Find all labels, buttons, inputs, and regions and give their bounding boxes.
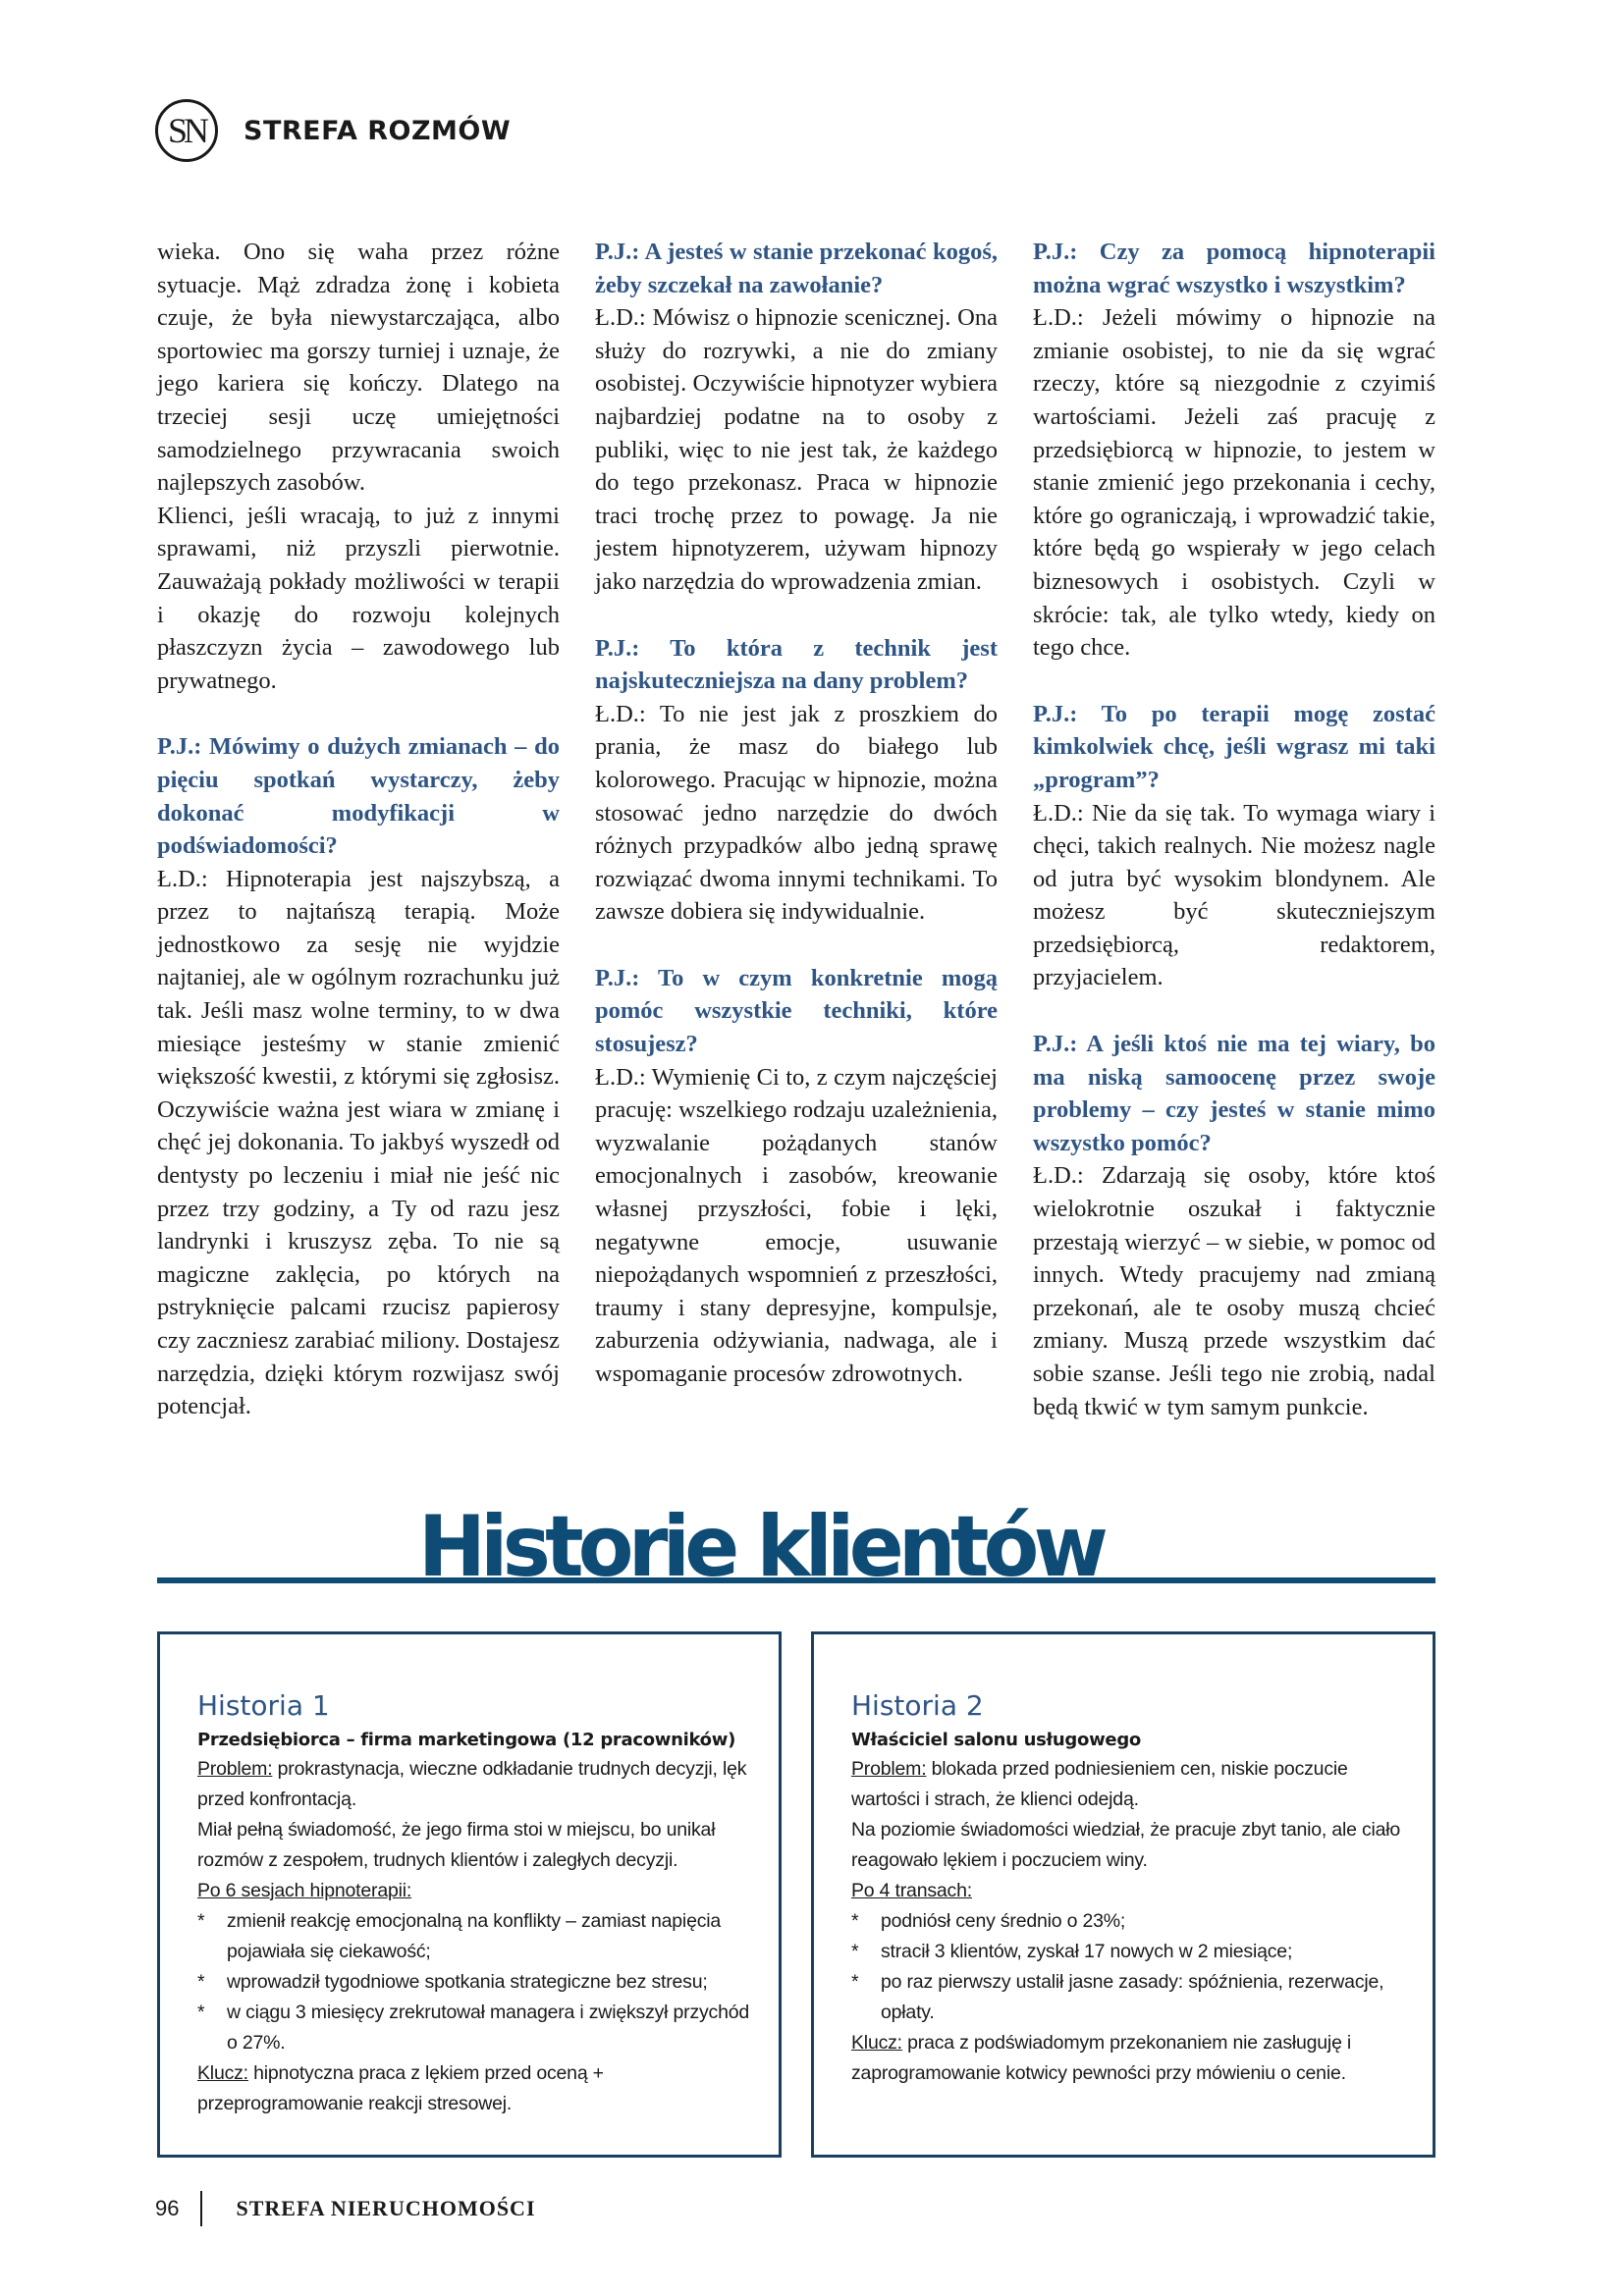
column-2 xyxy=(595,236,998,1457)
key-label: Klucz: xyxy=(851,2032,902,2054)
bullet-star-icon: * xyxy=(197,2002,205,2023)
problem-label: Problem: xyxy=(851,1758,927,1780)
qa-block xyxy=(157,730,560,1422)
answer: Ł.D.: Zdarzają się osoby, które ktoś wielokrotnie oszukał i faktycznie przestają wierzyć – w siebie, w pomoc od innych. Wtedy pracujemy nad zmianą przekonań, ale te osoby muszą chcieć zmiany. Muszą przede wszystkim dać sobie szanse. Jeśli tego nie zrobią, nadal będą tkwić w tym samym punkcie. xyxy=(1033,1162,1435,1420)
story-context: Na poziomie świadomości wiedział, że pracuje zbyt tanio, ale ciało reagowało lękiem i poczuciem winy. xyxy=(851,1819,1401,1871)
story-box-2 xyxy=(811,1631,1435,2158)
section-title: STREFA ROZMÓW xyxy=(244,115,512,146)
qa-block xyxy=(1033,236,1435,665)
qa-block xyxy=(595,632,998,929)
qa-block xyxy=(595,236,998,599)
bullet-star-icon: * xyxy=(197,1910,205,1932)
page-footer xyxy=(155,2189,536,2228)
stories-heading-text: Historie klientów xyxy=(417,1498,1104,1596)
problem-text: prokrastynacja, wieczne odkładanie trudnych decyzji, lęk przed konfrontacją. xyxy=(197,1758,747,1810)
key-text: praca z podświadomym przekonaniem nie zasługuję i zaprogramowanie kotwicy pewności przy mówieniu o cenie. xyxy=(851,2032,1352,2084)
result-item xyxy=(197,1998,753,2058)
results-label: Po 6 sesjach hipnoterapii: xyxy=(197,1880,412,1901)
question: P.J.: To w czym konkretnie mogą pomóc wszystkie techniki, które stosujesz? xyxy=(595,964,998,1058)
answer: Ł.D.: Jeżeli mówimy o hipnozie na zmianie osobistej, to nie da się wgrać rzeczy, które są niezgodnie z czyimiś wartościami. Jeżeli zaś pracuję z przedsiębiorcą w hipnozie, to jestem w stanie zmienić jego przekonania i cechy, które go ograniczają, i wprowadzić takie, które będą go wspierały w jego celach biznesowych i osobistych. Czyli w skrócie: tak, ale tylko wtedy, kiedy on tego chce. xyxy=(1033,304,1435,662)
key-label: Klucz: xyxy=(197,2062,248,2084)
bullet-star-icon: * xyxy=(851,1910,859,1932)
story-problem xyxy=(197,1754,753,1815)
result-text: zmienił reakcję emocjonalną na konflikty – zamiast napięcia pojawiała się ciekawość; xyxy=(227,1910,722,1962)
answer: Ł.D.: Hipnoterapia jest najszybszą, a przez to najtańszą terapią. Może jednostkowo za sesję nie wyjdzie najtaniej, ale w ogólnym rozrachunku już tak. Jeśli masz wolne terminy, to w dwa miesiące jesteśmy w stanie zmienić większość kwestii, z którymi się zgłosisz. Oczywiście ważna jest wiara w zmianę i chęć jej dokonania. To jakbyś wyszedł od dentysty po leczeniu i miał nie jeść nic przez trzy godziny, a Ty od razu jesz landrynki i kruszysz zęba. To nie są magiczne zaklęcia, po których na pstryknięcie palcami rzucisz papierosy czy zaczniesz zarabiać miliony. Dostajesz narzędzia, dzięki którym rozwijasz swój potencjał. xyxy=(157,865,560,1420)
column-3 xyxy=(1033,236,1435,1457)
results-list xyxy=(197,1906,753,2058)
question: P.J.: Mówimy o dużych zmianach – do pięciu spotkań wystarczy, żeby dokonać modyfikacji w podświadomości? xyxy=(157,733,560,860)
bullet-star-icon: * xyxy=(851,1941,859,1962)
story-subtitle: Właściciel salonu usługowego xyxy=(851,1730,1141,1750)
story-key xyxy=(197,2058,753,2119)
stories-heading xyxy=(157,1498,1435,1596)
page-number: 96 xyxy=(155,2196,180,2220)
story-subtitle: Przedsiębiorca – firma marketingowa (12 pracowników) xyxy=(197,1730,735,1750)
story-problem xyxy=(851,1754,1407,1815)
result-text: wprowadził tygodniowe spotkania strategiczne bez stresu; xyxy=(227,1971,708,1993)
interview-columns xyxy=(157,236,1435,1457)
result-item xyxy=(851,1906,1407,1937)
qa-block xyxy=(595,962,998,1391)
qa-block xyxy=(1033,1028,1435,1423)
result-item xyxy=(851,1967,1407,2028)
column-1 xyxy=(157,236,560,1457)
paragraph xyxy=(157,236,560,697)
bullet-star-icon: * xyxy=(851,1971,859,1993)
magazine-name: STREFA NIERUCHOMOŚCI xyxy=(236,2196,536,2220)
answer: Ł.D.: To nie jest jak z proszkiem do prania, że masz do białego lub kolorowego. Pracując w hipnozie, można stosować jedno narzędzie do dwóch różnych przypadków albo jedną sprawę rozwiązać dwoma innymi technikami. To zawsze dobiera się indywidualnie. xyxy=(595,700,998,926)
sn-logo-icon xyxy=(155,99,218,162)
result-item xyxy=(197,1906,753,1967)
page-header xyxy=(155,96,511,165)
result-text: po raz pierwszy ustalił jasne zasady: spóźnienia, rezerwacje, opłaty. xyxy=(881,1971,1384,2023)
paragraph-text: Klienci, jeśli wracają, to już z innymi sprawami, niż przyszli pierwotnie. Zauważają pokłady możliwości w terapii i okazję do rozwoju kolejnych płaszczyzn życia – zawodowego lub prywatnego. xyxy=(157,502,560,694)
question: P.J.: Czy za pomocą hipnoterapii można wgrać wszystko i wszystkim? xyxy=(1033,239,1435,298)
result-text: podniósł ceny średnio o 23%; xyxy=(881,1910,1126,1932)
result-item xyxy=(197,1967,753,1998)
result-text: w ciągu 3 miesięcy zrekrutował managera i zwiększył przychód o 27%. xyxy=(227,2002,750,2054)
story-context: Miał pełną świadomość, że jego firma stoi w miejscu, bo unikał rozmów z zespołem, trudnych klientów i zaległych decyzji. xyxy=(197,1819,716,1871)
question: P.J.: To która z technik jest najskuteczniejsza na dany problem? xyxy=(595,634,998,695)
key-text: hipnotyczna praca z lękiem przed oceną + przeprogramowanie reakcji stresowej. xyxy=(197,2062,604,2114)
question: P.J.: To po terapii mogę zostać kimkolwiek chcę, jeśli wgrasz mi taki „program”? xyxy=(1033,700,1435,793)
logo-text: SN xyxy=(167,111,206,150)
problem-label: Problem: xyxy=(197,1758,273,1780)
answer: Ł.D.: Wymienię Ci to, z czym najczęściej pracuję: wszelkiego rodzaju uzależnienia, wyzwalanie pożądanych stanów emocjonalnych i zasobów, kreowanie własnej przyszłości, fobie i lęki, negatywne emocje, usuwanie niepożądanych wspomnień z przeszłości, traumy i stany depresyjne, kompulsje, zaburzenia odżywiania, nadwaga, ale i wspomaganie procesów zdrowotnych. xyxy=(595,1063,998,1387)
result-text: stracił 3 klientów, zyskał 17 nowych w 2 miesiące; xyxy=(881,1941,1293,1962)
paragraph-text: wieka. Ono się waha przez różne sytuacje. Mąż zdradza żonę i kobieta czuje, że była niewystarczająca, albo sportowiec ma gorszy turniej i uznaje, że jego kariera się kończy. Dlatego na trzeciej sesji uczę umiejętności samodzielnego przywracania swoich najlepszych zasobów. xyxy=(157,239,560,497)
results-label: Po 4 transach: xyxy=(851,1880,972,1901)
stories-boxes xyxy=(157,1631,1435,2158)
bullet-star-icon: * xyxy=(197,1971,205,1993)
answer: Ł.D.: Mówisz o hipnozie scenicznej. Ona służy do rozrywki, a nie do zmiany osobistej. Oczywiście hipnotyzer wybiera najbardziej podatne na to osoby z publiki, więc to nie jest tak, że każdego do tego przekonasz. Praca w hipnozie traci trochę przez to powagę. Ja nie jestem hipnotyzerem, używam hipnozy jako narzędzia do wprowadzenia zmian. xyxy=(595,304,998,595)
question: P.J.: A jesteś w stanie przekonać kogoś, żeby szczekał na zawołanie? xyxy=(595,239,998,298)
story-title: Historia 1 xyxy=(197,1689,330,1722)
story-title: Historia 2 xyxy=(851,1689,984,1722)
problem-text: blokada przed podniesieniem cen, niskie poczucie wartości i strach, że klienci odejdą. xyxy=(851,1758,1348,1810)
question: P.J.: A jeśli ktoś nie ma tej wiary, bo ma niską samoocenę przez swoje problemy – czy jesteś w stanie mimo wszystko pomóc? xyxy=(1033,1031,1435,1156)
story-box-1 xyxy=(157,1631,782,2158)
story-key xyxy=(851,2028,1407,2089)
results-list xyxy=(851,1906,1407,2028)
answer: Ł.D.: Nie da się tak. To wymaga wiary i chęci, takich realnych. Nie możesz nagle od jutra być wysokim blondynem. Ale możesz być skuteczniejszym przedsiębiorcą, redaktorem, przyjacielem. xyxy=(1033,799,1435,991)
result-item xyxy=(851,1937,1407,1967)
footer-divider xyxy=(200,2191,202,2226)
qa-block xyxy=(1033,698,1435,994)
